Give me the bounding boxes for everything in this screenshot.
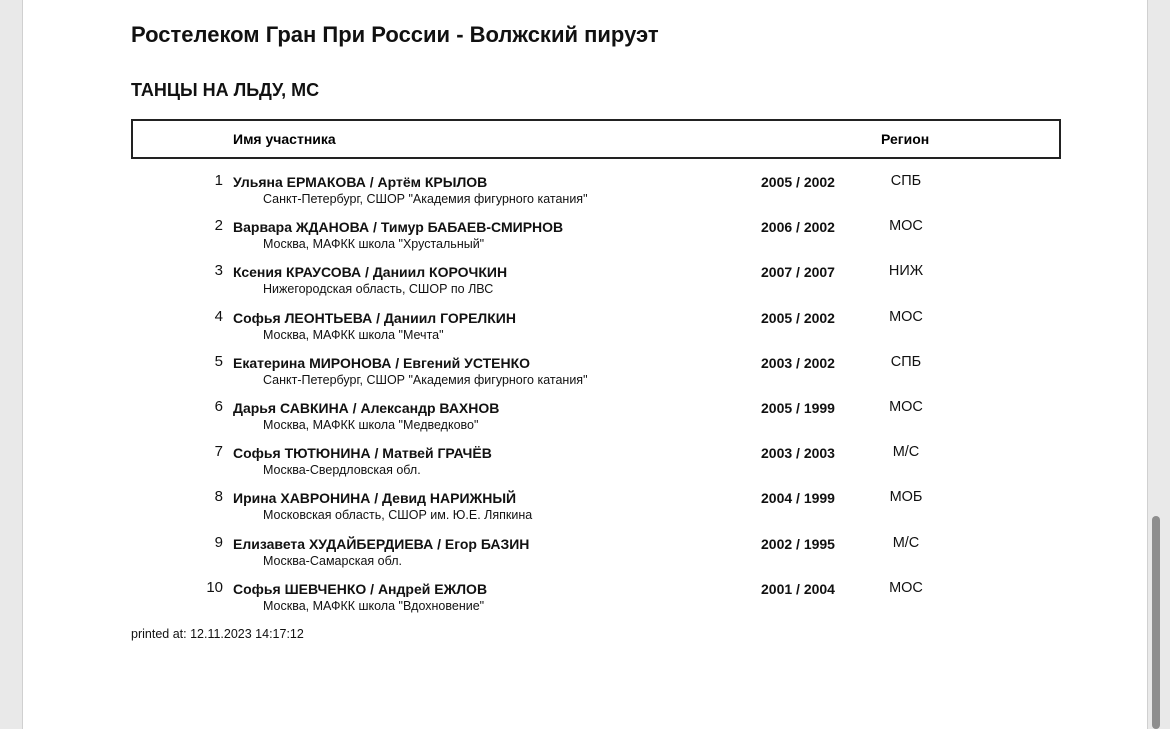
table-row	[131, 443, 1061, 488]
club-name: Нижегородская область, СШОР по ЛВС	[263, 282, 494, 297]
table-row	[131, 488, 1061, 533]
region-code: М/С	[892, 444, 920, 461]
entry-number: 2	[214, 217, 223, 235]
page-title: Ростелеком Гран При России - Волжский пируэт	[131, 22, 659, 47]
table-row	[131, 353, 1061, 398]
club-name: Москва, МАФКК школа "Хрустальный"	[263, 237, 485, 252]
club-name: Москва-Самарская обл.	[263, 553, 402, 568]
entry-number: 3	[214, 262, 223, 280]
pair-names: Варвара ЖДАНОВА / Тимур БАБАЕВ-СМИРНОВ	[233, 219, 564, 236]
birth-years: 2003 / 2002	[761, 354, 835, 371]
entry-number: 5	[214, 352, 223, 370]
birth-years: 2003 / 2003	[761, 445, 835, 462]
entries-list	[131, 172, 1061, 624]
club-name: Санкт-Петербург, СШОР "Академия фигурного катания"	[263, 372, 588, 387]
pair-names: Ирина ХАВРОНИНА / Девид НАРИЖНЫЙ	[233, 490, 517, 507]
birth-years: 2001 / 2004	[761, 580, 835, 597]
table-row	[131, 308, 1061, 353]
pair-names: Ксения КРАУСОВА / Даниил КОРОЧКИН	[233, 264, 508, 281]
pair-names: Софья ЛЕОНТЬЕВА / Даниил ГОРЕЛКИН	[233, 309, 516, 326]
entry-number: 8	[214, 488, 223, 506]
entry-number: 6	[214, 397, 223, 415]
club-name: Москва-Свердловская обл.	[263, 463, 421, 478]
document-page	[22, 0, 1148, 729]
pair-names: Ульяна ЕРМАКОВА / Артём КРЫЛОВ	[233, 174, 488, 190]
birth-years: 2007 / 2007	[761, 264, 835, 281]
region-code: М/С	[892, 534, 920, 551]
club-name: Москва, МАФКК школа "Вдохновение"	[263, 598, 485, 613]
column-header-region: Регион	[881, 131, 930, 147]
entry-number: 7	[214, 443, 223, 461]
pair-names: Дарья САВКИНА / Александр ВАХНОВ	[233, 399, 500, 416]
club-name: Московская область, СШОР им. Ю.Е. Ляпкина	[263, 508, 533, 523]
birth-years: 2004 / 1999	[761, 490, 835, 507]
region-code: НИЖ	[888, 263, 924, 280]
table-header	[131, 119, 1061, 159]
table-row	[131, 398, 1061, 443]
birth-years: 2005 / 2002	[761, 309, 835, 326]
birth-years: 2006 / 2002	[761, 219, 835, 236]
table-row	[131, 262, 1061, 307]
printed-at: printed at: 12.11.2023 14:17:12	[131, 627, 304, 641]
entry-number: 4	[214, 307, 223, 325]
event-subtitle: ТАНЦЫ НА ЛЬДУ, МС	[131, 80, 320, 100]
pair-names: Софья ТЮТЮНИНА / Матвей ГРАЧЁВ	[233, 445, 492, 462]
club-name: Москва, МАФКК школа "Мечта"	[263, 327, 444, 342]
table-row	[131, 534, 1061, 579]
birth-years: 2002 / 1995	[761, 535, 835, 552]
region-code: МОС	[889, 579, 923, 596]
pair-names: Екатерина МИРОНОВА / Евгений УСТЕНКО	[233, 354, 531, 371]
club-name: Санкт-Петербург, СШОР "Академия фигурного катания"	[263, 192, 588, 206]
column-header-name: Имя участника	[233, 131, 336, 147]
scrollbar-thumb[interactable]	[1152, 516, 1160, 729]
region-code: МОС	[889, 308, 923, 325]
region-code: СПБ	[890, 353, 922, 370]
table-row	[131, 579, 1061, 624]
pair-names: Елизавета ХУДАЙБЕРДИЕВА / Егор БАЗИН	[233, 535, 530, 552]
birth-years: 2005 / 1999	[761, 399, 835, 416]
region-code: МОБ	[889, 489, 923, 506]
entry-number: 1	[214, 172, 223, 189]
entry-number: 10	[206, 578, 223, 596]
club-name: Москва, МАФКК школа "Медведково"	[263, 417, 479, 432]
entry-number: 9	[214, 533, 223, 551]
pair-names: Софья ШЕВЧЕНКО / Андрей ЕЖЛОВ	[233, 580, 488, 597]
region-code: СПБ	[890, 173, 922, 189]
table-row	[131, 172, 1061, 217]
region-code: МОС	[889, 218, 923, 235]
region-code: МОС	[889, 398, 923, 415]
table-row	[131, 217, 1061, 262]
birth-years: 2005 / 2002	[761, 174, 835, 190]
